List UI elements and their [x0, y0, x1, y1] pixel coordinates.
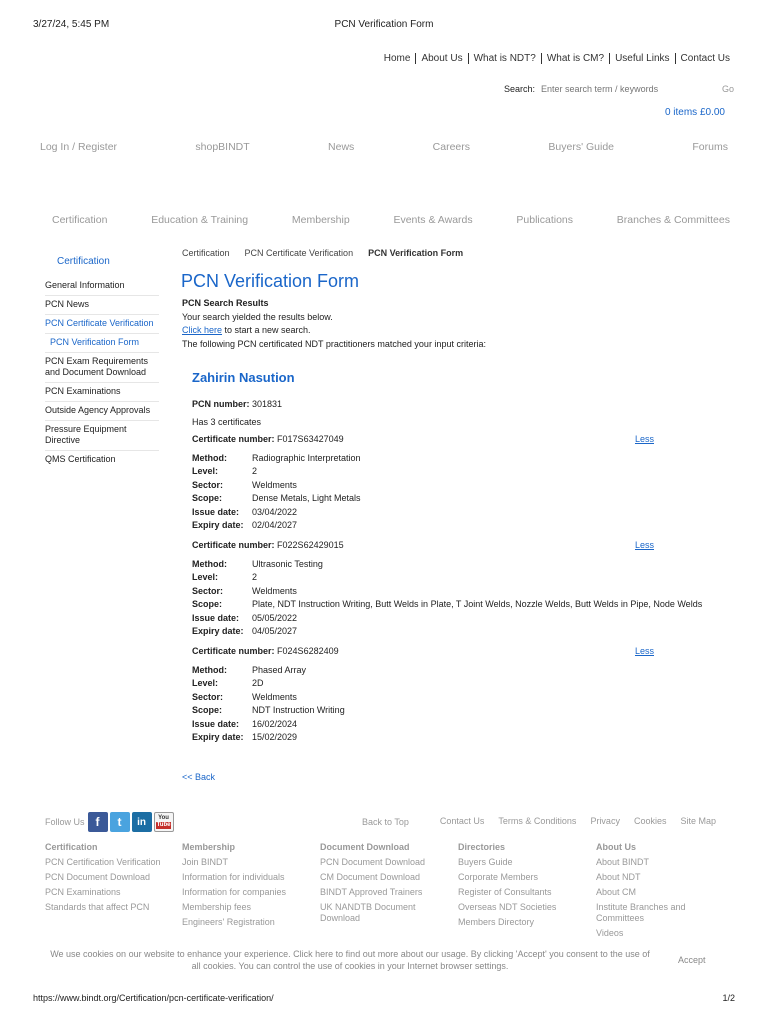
expiry-date-label: Expiry date: [192, 731, 244, 742]
back-link[interactable]: << Back [182, 772, 216, 782]
section-nav-education[interactable]: Education & Training [151, 214, 249, 226]
cookie-accept-button[interactable]: Accept [678, 955, 706, 965]
cookie-banner-text[interactable]: We use cookies on our website to enhance your experience. Click here to find out more about our usage. By clicking 'Accept' you consent to the use of all cookies. You can control the use of cookies in your Internet browser settings. [50, 949, 650, 971]
expiry-date-value: 15/02/2029 [252, 731, 298, 742]
certificate-details [192, 665, 345, 745]
sector-label: Sector: [192, 691, 224, 702]
footer-column-heading[interactable]: Directories [458, 842, 506, 852]
sector-value: Weldments [252, 585, 297, 596]
level-value: 2 [252, 572, 258, 583]
print-url: https://www.bindt.org/Certification/pcn-certificate-verification/ [33, 993, 274, 1003]
level-value: 2D [252, 678, 264, 689]
youtube-icon[interactable]: You Tube [154, 812, 174, 832]
method-label: Method: [192, 453, 227, 463]
top-nav-home[interactable]: Home [379, 53, 417, 64]
section-nav-membership[interactable]: Membership [291, 214, 350, 226]
top-nav-what-is-ndt[interactable]: What is NDT? [469, 53, 542, 64]
sidebar [45, 277, 159, 469]
section-nav-publications[interactable]: Publications [516, 214, 574, 226]
nav-shop[interactable]: shopBINDT [195, 141, 250, 153]
footer-column-heading[interactable]: Membership [182, 842, 236, 852]
footer-column-item[interactable]: Overseas NDT Societies [458, 902, 557, 912]
sidebar-heading[interactable]: Certification [57, 256, 110, 267]
matched-text: The following PCN certificated NDT practitioners matched your input criteria: [182, 338, 486, 349]
scope-label: Scope: [192, 599, 223, 610]
footer-column-item[interactable]: Register of Consultants [458, 887, 552, 897]
footer-links [426, 816, 716, 826]
print-date: 3/27/24, 5:45 PM [33, 19, 110, 30]
footer-column-directories [458, 840, 588, 930]
footer-column-heading[interactable]: About Us [596, 842, 636, 852]
method-value: Ultrasonic Testing [252, 559, 323, 569]
follow-us-label: Follow Us [45, 817, 85, 827]
footer-column-certification [45, 840, 175, 915]
footer-column-item[interactable]: About NDT [596, 872, 641, 882]
sector-label: Sector: [192, 585, 224, 596]
footer-link-cookies[interactable]: Cookies [633, 816, 667, 826]
nav-login[interactable]: Log In / Register [40, 141, 118, 153]
sidebar-item-outside-agency-approvals[interactable]: Outside Agency Approvals [45, 402, 159, 421]
footer-column-item[interactable]: Corporate Members [458, 872, 539, 882]
scope-value: Plate, NDT Instruction Writing, Butt Welds in Plate, T Joint Welds, Nozzle Welds, Butt Welds in Pipe, Node Welds [252, 599, 703, 610]
results-heading: PCN Search Results [182, 298, 269, 308]
search-label: Search: [504, 84, 536, 94]
footer-column-item[interactable]: BINDT Approved Trainers [320, 887, 423, 897]
footer-column-item[interactable]: CM Document Download [320, 872, 421, 882]
search-go-button[interactable]: Go [721, 84, 734, 94]
main-nav [40, 141, 728, 153]
footer-column-item[interactable]: About CM [596, 887, 637, 897]
certificate-details [192, 453, 361, 533]
back-to-top-link[interactable]: Back to Top [362, 817, 409, 827]
certificate-number-label: Certificate number: [192, 646, 275, 656]
method-label: Method: [192, 665, 227, 675]
footer-column-item[interactable]: Membership fees [182, 902, 252, 912]
breadcrumb-certification[interactable]: Certification [182, 248, 230, 258]
method-value: Radiographic Interpretation [252, 453, 361, 463]
section-nav [52, 214, 730, 226]
top-nav-contact[interactable]: Contact Us [680, 53, 730, 64]
search-results-intro [182, 297, 742, 351]
top-nav-useful-links[interactable]: Useful Links [610, 53, 675, 64]
sidebar-item-pcn-verification-form[interactable]: PCN Verification Form [45, 334, 159, 353]
certificate-card [192, 540, 722, 639]
footer-column-item[interactable]: Standards that affect PCN [45, 902, 150, 912]
section-nav-events[interactable]: Events & Awards [393, 214, 473, 226]
footer-column-about-us [596, 840, 716, 941]
level-label: Level: [192, 572, 219, 583]
sector-label: Sector: [192, 479, 224, 490]
sidebar-item-pcn-exam-requirements[interactable]: PCN Exam Requirements and Document Download [45, 353, 159, 383]
footer-column-heading[interactable]: Certification [45, 842, 98, 852]
footer-link-terms[interactable]: Terms & Conditions [498, 816, 577, 826]
certificate-details [192, 559, 702, 639]
scope-value: NDT Instruction Writing [252, 705, 345, 716]
cart-link[interactable]: 0 items £0.00 [664, 107, 725, 118]
pcn-number-row [192, 399, 282, 409]
twitter-icon[interactable]: t [110, 812, 130, 832]
level-label: Level: [192, 466, 219, 477]
follow-us [45, 812, 174, 832]
footer-column-membership [182, 840, 312, 930]
nav-news[interactable]: News [328, 141, 355, 153]
certificate-number-row [192, 540, 344, 553]
footer-column-item[interactable]: PCN Document Download [45, 872, 151, 882]
less-link[interactable]: Less [634, 540, 654, 550]
footer-column-document-download [320, 840, 430, 926]
results-yielded-text: Your search yielded the results below. [182, 311, 333, 322]
sidebar-item-pcn-examinations[interactable]: PCN Examinations [45, 383, 159, 402]
certificate-number-value: F024S6282409 [277, 646, 339, 656]
footer-link-sitemap[interactable]: Site Map [680, 816, 716, 826]
footer-link-contact[interactable]: Contact Us [439, 816, 485, 826]
method-value: Phased Array [252, 665, 307, 675]
footer-column-item[interactable]: UK NANDTB Document Download [320, 902, 416, 923]
level-value: 2 [252, 466, 258, 477]
sector-value: Weldments [252, 691, 297, 702]
scope-value: Dense Metals, Light Metals [252, 493, 361, 504]
sidebar-item-pressure-equipment-directive[interactable]: Pressure Equipment Directive [45, 421, 159, 451]
issue-date-value: 05/05/2022 [252, 612, 298, 623]
footer-column-item[interactable]: PCN Certification Verification [45, 857, 161, 867]
certificate-card [192, 434, 722, 533]
certificate-number-value: F022S62429015 [277, 540, 344, 550]
certificate-card [192, 646, 722, 745]
issue-date-label: Issue date: [192, 506, 240, 517]
sidebar-item-pcn-certificate-verification[interactable]: PCN Certificate Verification [45, 315, 159, 334]
print-title: PCN Verification Form [334, 19, 434, 30]
top-nav-what-is-cm[interactable]: What is CM? [542, 53, 610, 64]
search-input[interactable] [541, 84, 691, 94]
breadcrumb [182, 248, 478, 258]
sidebar-item-pcn-news[interactable]: PCN News [45, 296, 159, 315]
expiry-date-value: 04/05/2027 [252, 625, 298, 636]
top-nav [379, 53, 730, 64]
section-nav-branches[interactable]: Branches & Committees [616, 214, 730, 226]
footer-column-item[interactable]: Engineers' Registration [182, 917, 275, 927]
expiry-date-value: 02/04/2027 [252, 519, 298, 530]
nav-forums[interactable]: Forums [692, 141, 728, 153]
sector-value: Weldments [252, 479, 297, 490]
breadcrumb-current: PCN Verification Form [368, 248, 464, 258]
footer-column-item[interactable]: Information for individuals [182, 872, 285, 882]
footer-column-item[interactable]: PCN Examinations [45, 887, 121, 897]
pcn-number-label: PCN number: [192, 399, 250, 409]
footer-column-item[interactable]: Members Directory [458, 917, 535, 927]
practitioner-name: Zahirin Nasution [192, 370, 295, 385]
sidebar-item-general-information[interactable]: General Information [45, 277, 159, 296]
method-label: Method: [192, 559, 227, 569]
scope-label: Scope: [192, 493, 223, 504]
certificate-number-label: Certificate number: [192, 434, 275, 444]
certificate-number-row [192, 646, 339, 659]
footer-column-item[interactable]: Information for companies [182, 887, 287, 897]
less-link[interactable]: Less [634, 434, 654, 444]
expiry-date-label: Expiry date: [192, 519, 244, 530]
click-here-link[interactable]: Click here [182, 325, 223, 335]
level-label: Level: [192, 678, 219, 689]
section-nav-certification[interactable]: Certification [52, 214, 108, 226]
new-search-text: to start a new search. [222, 325, 311, 335]
footer-column-item[interactable]: PCN Document Download [320, 857, 426, 867]
footer-column-item[interactable]: Join BINDT [182, 857, 229, 867]
footer-column-item[interactable]: Buyers Guide [458, 857, 513, 867]
certificate-count: Has 3 certificates [192, 417, 262, 427]
less-link[interactable]: Less [634, 646, 654, 656]
footer-column-item[interactable]: Institute Branches and Committees [596, 902, 686, 923]
footer-column-item[interactable]: Videos [596, 928, 624, 938]
pcn-number-value: 301831 [252, 399, 283, 409]
sidebar-item-qms-certification[interactable]: QMS Certification [45, 454, 116, 464]
print-page-number: 1/2 [722, 993, 735, 1003]
linkedin-icon[interactable]: in [132, 812, 152, 832]
scope-label: Scope: [192, 705, 223, 716]
issue-date-value: 03/04/2022 [252, 506, 298, 517]
facebook-icon[interactable]: f [88, 812, 108, 832]
nav-careers[interactable]: Careers [432, 141, 471, 153]
issue-date-label: Issue date: [192, 612, 240, 623]
top-nav-about[interactable]: About Us [416, 53, 468, 64]
footer-column-item[interactable]: About BINDT [596, 857, 650, 867]
certificate-number-label: Certificate number: [192, 540, 275, 550]
search-bar [504, 84, 734, 94]
issue-date-label: Issue date: [192, 718, 240, 729]
certificate-number-row [192, 434, 344, 447]
new-search-line [182, 324, 742, 338]
footer-column-heading[interactable]: Document Download [320, 842, 410, 852]
nav-buyers-guide[interactable]: Buyers' Guide [548, 141, 615, 153]
expiry-date-label: Expiry date: [192, 625, 244, 636]
page-title: PCN Verification Form [181, 271, 360, 291]
footer-link-privacy[interactable]: Privacy [590, 816, 620, 826]
issue-date-value: 16/02/2024 [252, 718, 298, 729]
certificate-number-value: F017S63427049 [277, 434, 344, 444]
breadcrumb-pcn-certificate-verification[interactable]: PCN Certificate Verification [244, 248, 354, 258]
